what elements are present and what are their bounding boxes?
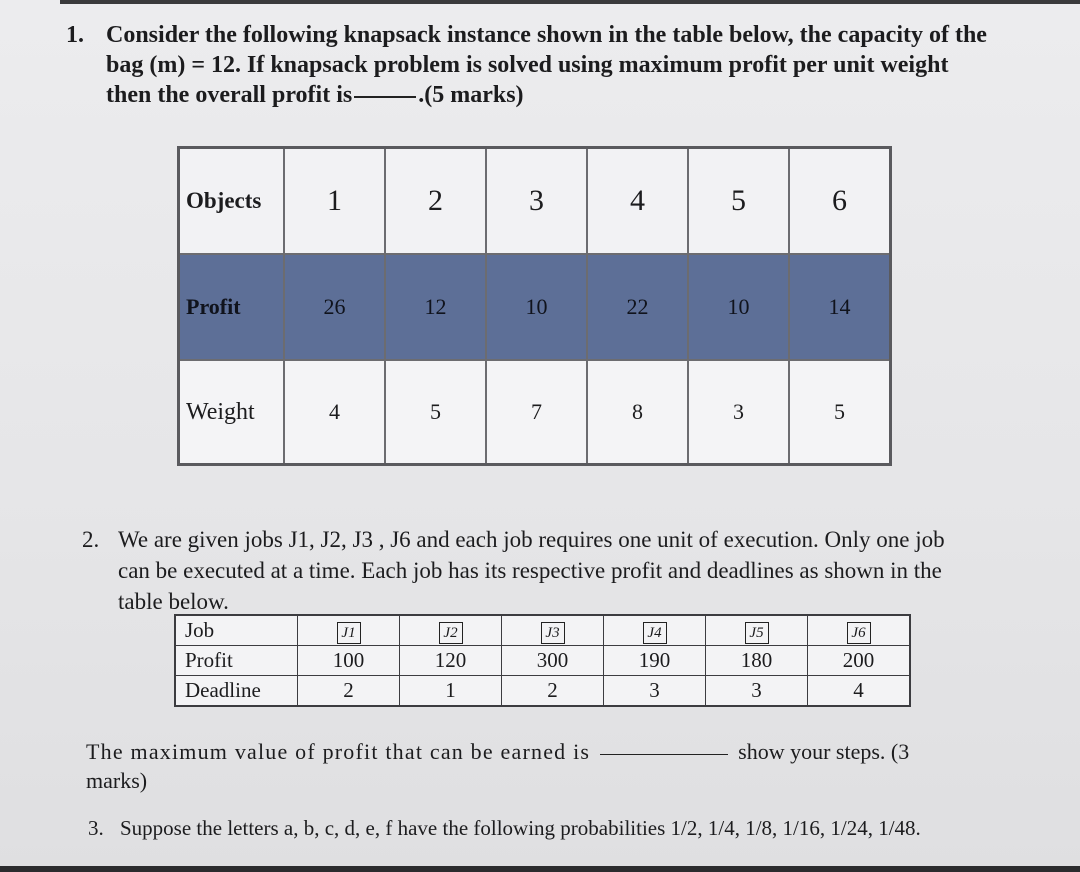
weight-cell: 7: [486, 360, 587, 465]
job-cell: [808, 615, 911, 646]
object-cell: 2: [385, 148, 486, 255]
job-label: J1: [337, 622, 361, 644]
job-cell: [298, 615, 400, 646]
job-label: J3: [541, 622, 565, 644]
question-3-number: 3.: [88, 816, 104, 840]
profit-cell: 10: [688, 254, 789, 360]
question-1-number: 1.: [66, 22, 84, 48]
question-2-number: 2.: [82, 527, 100, 552]
jobs-deadline-row: [175, 676, 910, 707]
job-profit-cell: 120: [400, 646, 502, 676]
job-cell: [706, 615, 808, 646]
row-label-weight: Weight: [179, 360, 285, 465]
knapsack-objects-row: [179, 148, 891, 255]
question-2-followup-marks: marks): [86, 768, 148, 793]
deadline-cell: 3: [604, 676, 706, 707]
bottom-edge: [0, 866, 1080, 872]
job-profit-cell: 300: [502, 646, 604, 676]
deadline-cell: 4: [808, 676, 911, 707]
top-border-line: [60, 0, 1080, 4]
job-cell: [400, 615, 502, 646]
question-2-followup: [86, 737, 996, 795]
job-profit-cell: 200: [808, 646, 911, 676]
row-label-objects: Objects: [179, 148, 285, 255]
profit-cell: 10: [486, 254, 587, 360]
row-label-job-profit: Profit: [175, 646, 298, 676]
deadline-cell: 3: [706, 676, 808, 707]
knapsack-table: [177, 146, 892, 466]
job-profit-cell: 180: [706, 646, 808, 676]
jobs-job-row: [175, 615, 910, 646]
answer-blank-1[interactable]: [354, 96, 416, 98]
job-label: J5: [745, 622, 769, 644]
job-profit-cell: 190: [604, 646, 706, 676]
object-cell: 1: [284, 148, 385, 255]
object-cell: 5: [688, 148, 789, 255]
knapsack-profit-row: [179, 254, 891, 360]
profit-cell: 14: [789, 254, 891, 360]
profit-cell: 12: [385, 254, 486, 360]
object-cell: 4: [587, 148, 688, 255]
question-2-text: We are given jobs J1, J2, J3 , J6 and each job requires one unit of execution. Only one job can be executed at a time. Each job has its respective profit and deadlines as shown in the table below.: [118, 527, 945, 614]
jobs-table: [174, 614, 911, 707]
job-profit-cell: 100: [298, 646, 400, 676]
job-cell: [502, 615, 604, 646]
jobs-profit-row: [175, 646, 910, 676]
profit-cell: 22: [587, 254, 688, 360]
question-2-followup-prompt: The maximum value of profit that can be earned is: [86, 739, 591, 764]
row-label-job: Job: [175, 615, 298, 646]
weight-cell: 4: [284, 360, 385, 465]
object-cell: 3: [486, 148, 587, 255]
answer-blank-2[interactable]: [600, 754, 728, 755]
deadline-cell: 2: [298, 676, 400, 707]
question-2-followup-instruction: show your steps. (3: [738, 739, 910, 764]
weight-cell: 3: [688, 360, 789, 465]
knapsack-weight-row: [179, 360, 891, 465]
weight-cell: 5: [789, 360, 891, 465]
row-label-profit: Profit: [179, 254, 285, 360]
object-cell: 6: [789, 148, 891, 255]
deadline-cell: 2: [502, 676, 604, 707]
job-cell: [604, 615, 706, 646]
question-3-text: Suppose the letters a, b, c, d, e, f have the following probabilities 1/2, 1/4, 1/8, 1/16, 1/24, 1/48.: [120, 816, 921, 840]
weight-cell: 5: [385, 360, 486, 465]
question-1-marks: .(5 marks): [418, 82, 524, 108]
question-1-text: [106, 20, 996, 110]
job-label: J4: [643, 622, 667, 644]
deadline-cell: 1: [400, 676, 502, 707]
job-label: J2: [439, 622, 463, 644]
profit-cell: 26: [284, 254, 385, 360]
question-1-prompt: Consider the following knapsack instance shown in the table below, the capacity of the bag (m) = 12. If knapsack problem is solved using maximum profit per unit weight then the overall profit is: [106, 22, 987, 108]
row-label-deadline: Deadline: [175, 676, 298, 707]
weight-cell: 8: [587, 360, 688, 465]
job-label: J6: [847, 622, 871, 644]
